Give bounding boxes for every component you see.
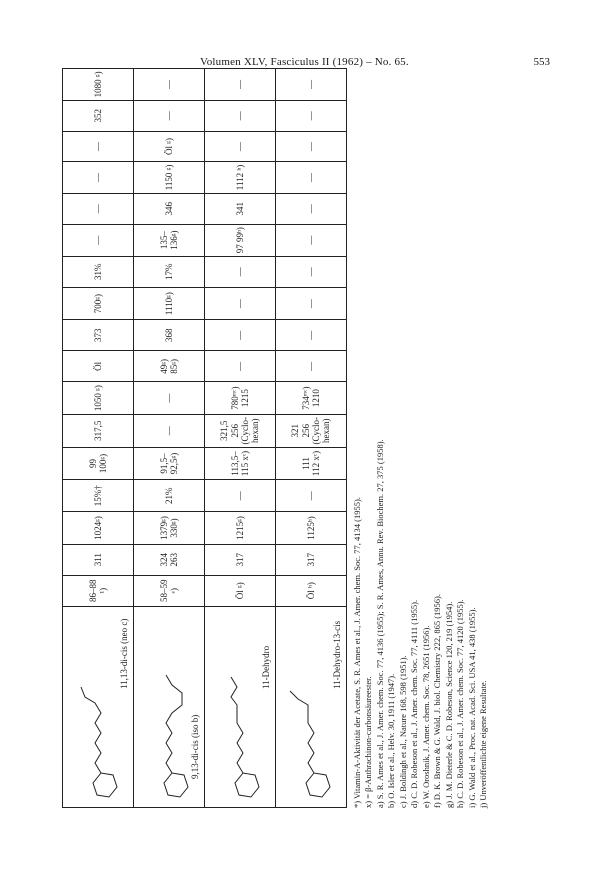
compound-label: 11-Dehydro-13-cis <box>331 620 342 689</box>
table-cell: — <box>134 382 205 414</box>
data-table <box>62 68 347 808</box>
compound-label: 11,13-di-cis (neo c) <box>118 618 129 689</box>
table-cell: — <box>276 69 347 101</box>
table-cell: 97 99ʰ) <box>205 224 276 256</box>
table-cell: 352 <box>63 100 134 131</box>
footnote: x) = β-Anthrachinon-carbonsäureester. <box>363 676 374 808</box>
table-cell: — <box>63 131 134 161</box>
compound-label: 11-Dehydro <box>260 645 271 689</box>
footnote: i) G. Wald et al., Proc. nat. Acad. Sci. USA 41, 438 (1955). <box>466 607 477 808</box>
footnote: c) J. Boldingh et al., Nature 168, 598 (1951). <box>397 655 408 808</box>
table-cell: 135–136ᵍ) <box>134 224 205 256</box>
table-cell: — <box>276 287 347 319</box>
table-cell: — <box>276 224 347 256</box>
footnote: b) O. Isler et al., Helv. 30, 1911 (1947). <box>386 673 397 808</box>
table-cell: — <box>134 69 205 101</box>
table-cell: 317 <box>205 544 276 575</box>
table-cell: — <box>134 100 205 131</box>
table-cell: 321,5 256 (Cyclo-hexan) <box>205 414 276 447</box>
table-row <box>276 69 347 808</box>
table-cell: Öl ᵍ) <box>134 131 205 161</box>
table-cell: 86–88 ¹) <box>63 575 134 606</box>
table-cell: — <box>276 320 347 351</box>
table-cell: — <box>63 224 134 256</box>
table-cell: — <box>205 100 276 131</box>
table-cell: — <box>205 131 276 161</box>
table-cell: Öl ᵍ) <box>205 575 276 606</box>
table-cell: 341 <box>205 193 276 224</box>
table-cell: 1080 ᵍ) <box>63 69 134 101</box>
table-cell: 368 <box>134 320 205 351</box>
table-cell: — <box>63 193 134 224</box>
table-cell: 49ᵍ) 85ᵍ) <box>134 351 205 382</box>
table-cell: — <box>276 131 347 161</box>
structure-drawing <box>67 635 125 805</box>
compound-label: 9,13-di-cis (iso b) <box>189 714 200 779</box>
table-cell: 58–59 ᵉ) <box>134 575 205 606</box>
table-cell: 317,5 <box>63 414 134 447</box>
table-cell: — <box>276 256 347 287</box>
table-cell: — <box>134 414 205 447</box>
table-cell: — <box>205 351 276 382</box>
table-cell: Öl ʰ) <box>276 575 347 606</box>
rotated-table <box>62 68 357 808</box>
table-cell: 346 <box>134 193 205 224</box>
table-cell: 15%† <box>63 480 134 512</box>
page-number: 553 <box>533 56 550 68</box>
structure-drawing <box>280 635 338 805</box>
table-cell: — <box>63 162 134 194</box>
table-cell: 1050 ᵍ) <box>63 382 134 414</box>
table-cell: 99 100ᵍ) <box>63 447 134 480</box>
table-cell: 317 <box>276 544 347 575</box>
table-cell: — <box>276 100 347 131</box>
table-cell: — <box>205 480 276 512</box>
table-cell: — <box>205 287 276 319</box>
footnote: a) S. R. Ames et al., J. Amer. chem. Soc. 77, 4136 (1955); S. R. Ames, Annu. Rev. Biochem. 27, 375 (1958). <box>374 439 385 808</box>
table-row <box>205 69 276 808</box>
footnotes <box>352 368 532 808</box>
table-cell: 1125ʰ) <box>276 512 347 544</box>
journal-title: Volumen XLV, Fasciculus II (1962) – No. 65. <box>200 56 409 68</box>
table-cell: 321 256 (Cyclo-hexan) <box>276 414 347 447</box>
table-cell: 780ᵐᶜ) 1215 <box>205 382 276 414</box>
footnote: f) D. K. Brown & G. Wald, J. biol. Chemistry 222, 865 (1956). <box>432 593 443 808</box>
table-cell: 1150 ᵍ) <box>134 162 205 194</box>
table-cell: — <box>276 480 347 512</box>
table-cell: 734ᵐᶜ) 1210 <box>276 382 347 414</box>
structure-cell <box>63 606 134 807</box>
table-cell: — <box>276 193 347 224</box>
table-cell: 1379ᵍ) 330ᵍ) <box>134 512 205 544</box>
table-cell: Öl <box>63 351 134 382</box>
table-cell: 31% <box>63 256 134 287</box>
footnote: *) Vitamin-A-Aktivität der Acetate, S. R. Ames et al., J. Amer. chem. Soc. 77, 4134 (1955). <box>352 497 362 808</box>
table-cell: 113,5–115 xᶜ) <box>205 447 276 480</box>
table-cell: 700ᵍ) <box>63 287 134 319</box>
footnote: g) J. M. Dieterle & C. D. Robeson, Science 120, 219 (1954). <box>443 601 454 808</box>
footnote: j) Unveröffentlichte eigene Resultate. <box>478 680 489 808</box>
table-cell: 1215ᵍ) <box>205 512 276 544</box>
structure-cell <box>134 606 205 807</box>
table-cell: 324 263 <box>134 544 205 575</box>
table-cell: 1112 ʰ) <box>205 162 276 194</box>
table-cell: — <box>205 320 276 351</box>
footnote: d) C. D. Robeson et al., J. Amer. chem. Soc. 77, 4111 (1955). <box>409 599 420 808</box>
table-cell: 1110ᵍ) <box>134 287 205 319</box>
structure-drawing <box>209 635 267 805</box>
table-cell: — <box>205 69 276 101</box>
table-row <box>134 69 205 808</box>
table-cell: 373 <box>63 320 134 351</box>
footnote: h) C. D. Robeson et al., J. Amer. chem. Soc. 77, 4120 (1955). <box>455 599 466 808</box>
table-cell: 21% <box>134 480 205 512</box>
table-cell: — <box>276 351 347 382</box>
structure-cell <box>205 606 276 807</box>
footnote: e) W. Oroshnik, J. Amer. chem. Soc. 78, 2651 (1956). <box>420 625 431 808</box>
table-row <box>63 69 134 808</box>
table-cell: — <box>276 162 347 194</box>
table-cell: 91,5–92,5ᵍ) <box>134 447 205 480</box>
structure-drawing <box>138 635 196 805</box>
structure-cell <box>276 606 347 807</box>
table-cell: 1024ᵍ) <box>63 512 134 544</box>
table-cell: 17% <box>134 256 205 287</box>
table-cell: 111 112 xᶜ) <box>276 447 347 480</box>
table-cell: — <box>205 256 276 287</box>
table-cell: 311 <box>63 544 134 575</box>
